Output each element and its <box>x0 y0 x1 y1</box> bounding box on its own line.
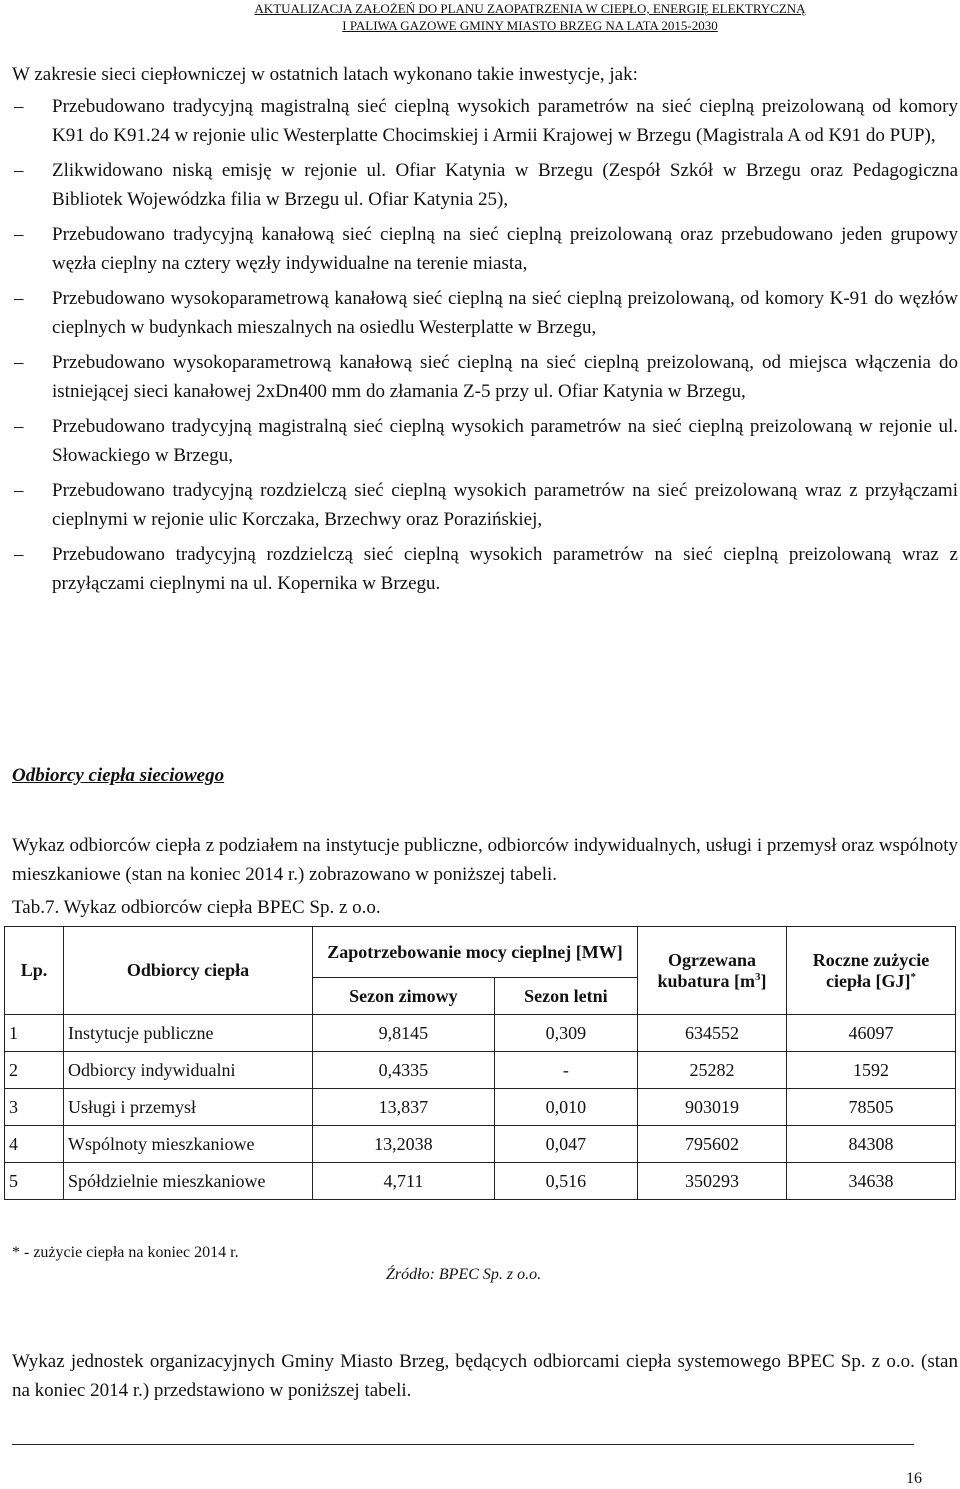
dash-icon: – <box>14 480 24 501</box>
list-item: – Przebudowano tradycyjną magistralną sieć cieplną wysokich parametrów na sieć cieplną preizolowaną od komory K91 do K91.24 w rejonie ulic Westerplatte Chocimskiej i Armii Krajowej w Brzegu (Magistrala A od K91 do PUP), <box>12 92 958 150</box>
header-annual-consumption: Roczne zużycie ciepła [GJ]* <box>787 927 956 1015</box>
table-row: 1 Instytucje publiczne 9,8145 0,309 634552 46097 <box>5 1015 956 1052</box>
header-volume: Ogrzewana kubatura $[m^3]$ <box>638 927 787 1015</box>
list-item: – Przebudowano tradycyjną rozdzielczą sieć cieplną wysokich parametrów na sieć preizolowaną wraz z przyłączami cieplnymi w rejonie ulic Korczaka, Brzechwy oraz Porazińskiej, <box>12 476 958 534</box>
dash-icon: – <box>14 544 24 565</box>
dash-icon: – <box>14 224 24 245</box>
consumers-table <box>4 926 956 1200</box>
dash-icon: – <box>14 416 24 437</box>
table-header-row <box>5 927 956 978</box>
list-item: – Zlikwidowano niską emisję w rejonie ul. Ofiar Katynia w Brzegu (Zespół Szkół w Brzegu oraz Pedagogiczna Bibliotek Wojewódzka filia w Brzegu ul. Ofiar Katynia 25), <box>12 156 958 214</box>
page-header <box>230 0 830 34</box>
dash-icon: – <box>14 96 24 117</box>
dash-icon: – <box>14 288 24 309</box>
header-line-2: I PALIWA GAZOWE GMINY MIASTO BRZEG NA LATA 2015-2030 <box>342 18 718 33</box>
header-line-1: AKTUALIZACJA ZAŁOŻEŃ DO PLANU ZAOPATRZENIA W CIEPŁO, ENERGIĘ ELEKTRYCZNĄ <box>254 1 806 16</box>
table-row: 5 Spółdzielnie mieszkaniowe 4,711 0,516 350293 34638 <box>5 1163 956 1200</box>
list-item: – Przebudowano tradycyjną magistralną sieć cieplną wysokich parametrów na sieć cieplną preizolowaną w rejonie ul. Słowackiego w Brzegu, <box>12 412 958 470</box>
footer-divider <box>12 1444 914 1445</box>
table-row: 4 Wspólnoty mieszkaniowe 13,2038 0,047 795602 84308 <box>5 1126 956 1163</box>
dash-icon: – <box>14 160 24 181</box>
investments-section <box>12 60 958 604</box>
paragraph-consumers: Wykaz odbiorców ciepła z podziałem na instytucje publiczne, odbiorców indywidualnych, usługi i przemysł oraz wspólnoty mieszkaniowe (stan na koniec 2014 r.) zobrazowano w poniższej tabeli. <box>12 835 958 885</box>
table-caption: Tab.7. Wykaz odbiorców ciepła BPEC Sp. z o.o. <box>12 897 381 918</box>
investment-list <box>12 92 958 598</box>
dash-icon: – <box>14 352 24 373</box>
list-item: – Przebudowano tradycyjną rozdzielczą sieć cieplną wysokich parametrów na sieć cieplną preizolowaną wraz z przyłączami cieplnymi na ul. Kopernika w Brzegu. <box>12 540 958 598</box>
page-number: 16 <box>906 1470 922 1487</box>
table-footnote: * - zużycie ciepła na koniec 2014 r. <box>12 1244 239 1261</box>
list-item: – Przebudowano wysokoparametrową kanałową sieć cieplną na sieć cieplną preizolowaną, od miejsca włączenia do istniejącej sieci kanałowej 2xDn400 mm do złamania Z-5 przy ul. Ofiar Katynia w Brzegu, <box>12 348 958 406</box>
table-row: 2 Odbiorcy indywidualni 0,4335 - 25282 1592 <box>5 1052 956 1089</box>
header-lp: Lp. <box>5 927 64 1015</box>
list-item: – Przebudowano wysokoparametrową kanałową sieć cieplną na sieć cieplną preizolowaną, od komory K-91 do węzłów cieplnych w budynkach mieszalnych na osiedlu Westerplatte w Brzegu, <box>12 284 958 342</box>
section-title: Odbiorcy ciepła sieciowego <box>12 765 225 786</box>
paragraph-units: Wykaz jednostek organizacyjnych Gminy Miasto Brzeg, będących odbiorcami ciepła systemowego BPEC Sp. z o.o. (stan na koniec 2014 r.) przedstawiono w poniższej tabeli. <box>12 1351 958 1401</box>
header-power-demand: Zapotrzebowanie mocy cieplnej [MW] <box>313 927 638 978</box>
header-winter: Sezon zimowy <box>313 978 495 1015</box>
list-item: – Przebudowano tradycyjną kanałową sieć cieplną na sieć cieplną preizolowaną oraz przebudowano jeden grupowy węzła cieplny na cztery węzły indywidualne na terenie miasta, <box>12 220 958 278</box>
intro-text: W zakresie sieci ciepłowniczej w ostatnich latach wykonano takie inwestycje, jak: <box>12 64 638 85</box>
table-row: 3 Usługi i przemysł 13,837 0,010 903019 78505 <box>5 1089 956 1126</box>
header-consumers: Odbiorcy ciepła <box>64 927 313 1015</box>
table-source: Źródło: BPEC Sp. z o.o. <box>386 1266 542 1283</box>
header-summer: Sezon letni <box>494 978 637 1015</box>
